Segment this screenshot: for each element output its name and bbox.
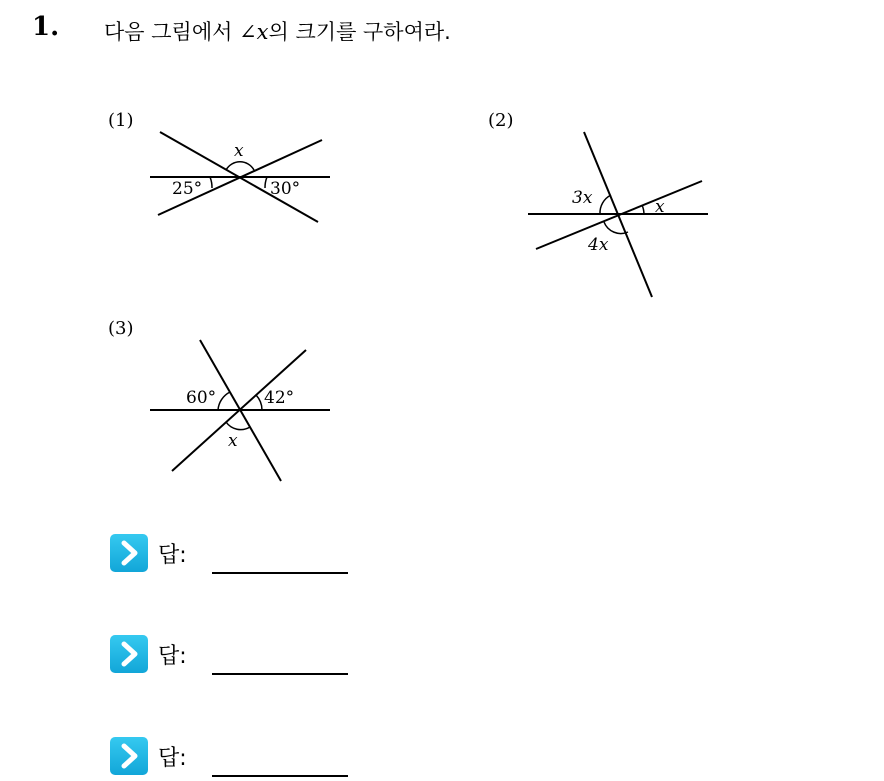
answer-row-2 bbox=[110, 635, 370, 675]
figure-1-angle-25: 25° bbox=[172, 179, 203, 199]
chevron-right-icon bbox=[110, 737, 148, 775]
answer-label: 답: bbox=[158, 543, 187, 568]
figure-3-arc-42 bbox=[256, 395, 262, 410]
figure-3-arc-x bbox=[226, 422, 250, 430]
figure-2-angle-3x: 3x bbox=[572, 188, 593, 208]
figure-2-shallow-line bbox=[536, 181, 702, 249]
figure-1-line-b bbox=[158, 140, 322, 215]
answer-blank[interactable] bbox=[212, 775, 348, 777]
figure-1-angle-x: x bbox=[234, 141, 244, 161]
figure-2-angle-4x: 4x bbox=[588, 235, 609, 255]
chevron-right-icon bbox=[110, 635, 148, 673]
figure-3-angle-42: 42° bbox=[264, 388, 295, 408]
figure-2-steep-line bbox=[584, 132, 652, 297]
figure-3-angle-60: 60° bbox=[186, 388, 217, 408]
answer-label: 답: bbox=[158, 644, 187, 669]
figure-2-arc-4x bbox=[604, 222, 628, 234]
answer-row-3 bbox=[110, 737, 370, 777]
figure-2-arc-3x bbox=[600, 195, 611, 214]
figure-1-angle-30: 30° bbox=[270, 179, 301, 199]
figure-1-line-a bbox=[160, 132, 318, 222]
figure-1-arc-x bbox=[226, 162, 254, 170]
answer-row-1 bbox=[110, 534, 370, 574]
question-number: 1. bbox=[32, 12, 60, 42]
figure-2-label: (2) bbox=[488, 110, 514, 131]
question-text-before: 다음 그림에서 bbox=[104, 20, 240, 44]
question-text-after: 의 크기를 구하여라. bbox=[268, 20, 451, 44]
chevron-right-icon bbox=[110, 534, 148, 572]
answer-label: 답: bbox=[158, 746, 187, 771]
figure-3-line-b bbox=[172, 350, 306, 471]
figure-3-label: (3) bbox=[108, 318, 134, 339]
figure-3-arc-60 bbox=[218, 392, 230, 410]
answer-blank[interactable] bbox=[212, 572, 348, 574]
answer-blank[interactable] bbox=[212, 673, 348, 675]
figure-1-label: (1) bbox=[108, 110, 134, 131]
angle-symbol: ∠x bbox=[239, 20, 269, 44]
figure-3-line-a bbox=[200, 340, 281, 481]
question-text bbox=[104, 16, 451, 46]
figure-1-arc-25 bbox=[210, 177, 212, 188]
figure-1-arc-30 bbox=[265, 177, 267, 188]
figure-2-angle-x: x bbox=[655, 197, 665, 217]
figure-3-angle-x: x bbox=[228, 431, 238, 451]
figure-2-arc-x bbox=[642, 205, 644, 214]
